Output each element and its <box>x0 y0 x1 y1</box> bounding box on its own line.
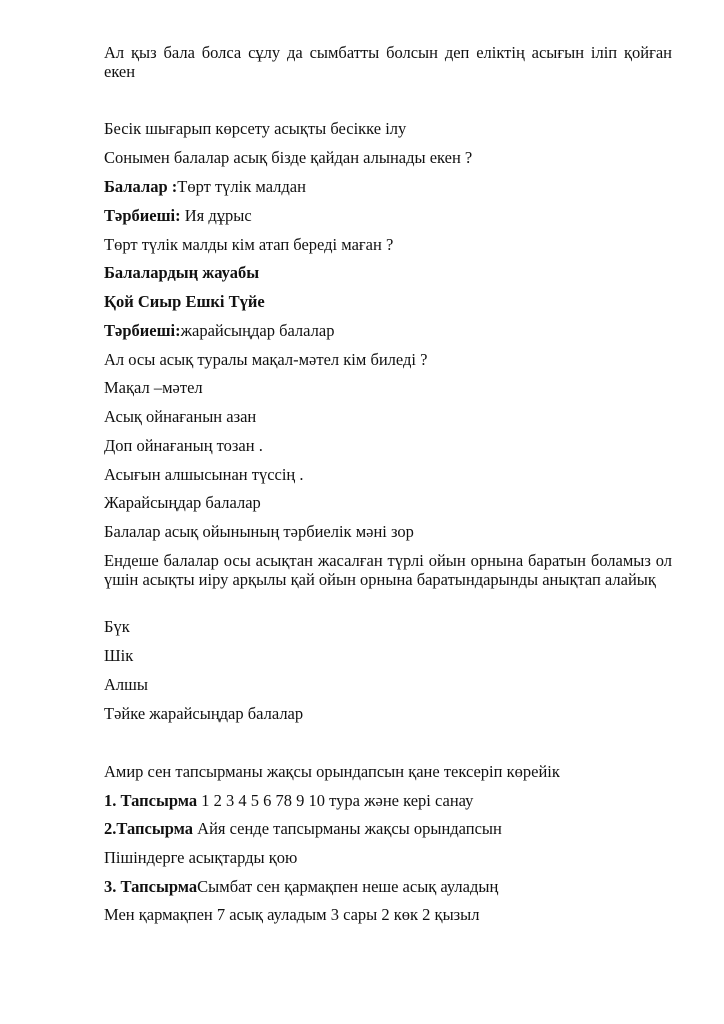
text-run: Сымбат сен қармақпен неше асық ауладың <box>197 877 499 896</box>
bold-run: Балалардың жауабы <box>104 263 260 282</box>
text-run: Ия дұрыс <box>180 206 252 225</box>
bold-run: Тәрбиеші: <box>104 206 181 225</box>
paragraph-22 <box>104 762 672 781</box>
paragraph-27 <box>104 905 672 924</box>
text-run: Амир сен тапсырманы жақсы орындапсын қане тексеріп көрейік <box>104 762 560 781</box>
paragraph-15 <box>104 493 672 512</box>
paragraph-24 <box>104 819 672 838</box>
paragraph-3 <box>104 148 672 167</box>
paragraph-26 <box>104 877 672 896</box>
paragraph-9 <box>104 321 672 340</box>
text-run: Төрт түлік малды кім атап береді маған ? <box>104 235 394 254</box>
bold-run: Тәрбиеші: <box>104 321 181 340</box>
text-run: Пішіндерге асықтарды қою <box>104 848 298 867</box>
paragraph-17 <box>104 551 672 589</box>
paragraph-8 <box>104 292 672 311</box>
paragraph-13 <box>104 436 672 455</box>
text-run: Сонымен балалар асық бізде қайдан алынады екен ? <box>104 148 473 167</box>
text-run: Айя сенде тапсырманы жақсы орындапсын <box>193 819 502 838</box>
text-run: Жарайсыңдар балалар <box>104 493 261 512</box>
paragraph-21 <box>104 704 672 723</box>
bold-run: Балалар : <box>104 177 178 196</box>
paragraph-19 <box>104 646 672 665</box>
bold-run: 2.Тапсырма <box>104 819 194 838</box>
paragraph-14 <box>104 465 672 484</box>
text-run: Ендеше балалар осы асықтан жасалған түрлі ойын орнына баратын боламыз ол үшін асықты иіру арқылы қай ойын орнына баратындарынды анықтап алайық <box>104 551 672 589</box>
text-run: Мақал –мәтел <box>104 378 203 397</box>
text-run: 1 2 3 4 5 6 78 9 10 тура және кері санау <box>197 791 474 810</box>
text-run: Тәйке жарайсыңдар балалар <box>104 704 304 723</box>
text-run: Ал осы асық туралы мақал-мәтел кім биледі ? <box>104 350 428 369</box>
bold-run: 3. Тапсырма <box>104 877 198 896</box>
paragraph-2 <box>104 119 672 138</box>
paragraph-16 <box>104 522 672 541</box>
paragraph-23 <box>104 791 672 810</box>
text-run: Асығын алшысынан түссің . <box>104 465 304 484</box>
text-run: Асық ойнағанын азан <box>104 407 257 426</box>
text-run: Шік <box>104 646 134 665</box>
text-run: Бүк <box>104 617 130 636</box>
paragraph-4 <box>104 177 672 196</box>
bold-run: 1. Тапсырма <box>104 791 198 810</box>
paragraph-10 <box>104 350 672 369</box>
text-run: Доп ойнағаның тозан . <box>104 436 263 455</box>
paragraph-25 <box>104 848 672 867</box>
paragraph-1 <box>104 43 672 81</box>
paragraph-6 <box>104 235 672 254</box>
bold-run: Қой Сиыр Ешкі Түйе <box>104 292 265 311</box>
text-run: Мен қармақпен 7 асық ауладым 3 сары 2 көк 2 қызыл <box>104 905 480 924</box>
paragraph-5 <box>104 206 672 225</box>
paragraph-11 <box>104 378 672 397</box>
text-run: Төрт түлік малдан <box>177 177 306 196</box>
text-run: Балалар асық ойынының тәрбиелік мәні зор <box>104 522 414 541</box>
paragraph-20 <box>104 675 672 694</box>
paragraph-18 <box>104 617 672 636</box>
text-run: Ал қыз бала болса сұлу да сымбатты болсын деп еліктің асығын іліп қойған екен <box>104 43 672 81</box>
text-run: Алшы <box>104 675 148 694</box>
paragraph-12 <box>104 407 672 426</box>
paragraph-7 <box>104 263 672 282</box>
text-run: Бесік шығарып көрсету асықты бесікке ілу <box>104 119 407 138</box>
text-run: жарайсыңдар балалар <box>180 321 335 340</box>
